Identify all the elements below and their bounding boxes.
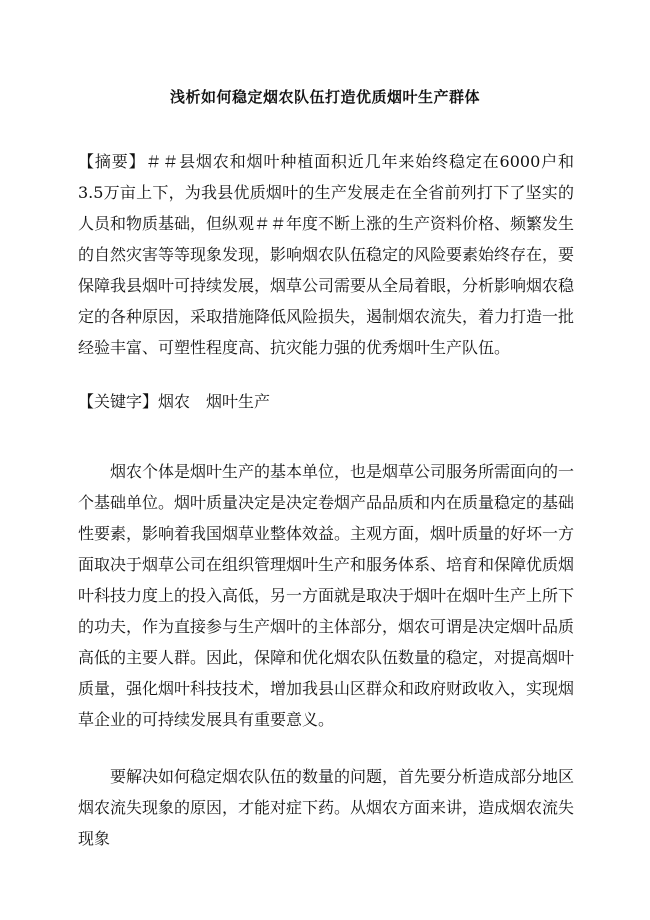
body-paragraph: 烟农个体是烟叶生产的基本单位，也是烟草公司服务所需面向的一个基础单位。烟叶质量决定是决定卷烟产品品质和内在质量稳定的基础性要素，影响着我国烟草业整体效益。主观方面，烟叶质量的好坏一方面取决于烟草公司在组织管理烟叶生产和服务体系、培育和保障优质烟叶科技力度上的投入高低，另一方面就是取决于烟叶在烟叶生产上所下的功夫，作为直接参与生产烟叶的主体部分，烟农可谓是决定烟叶品质高低的主要人群。因此，保障和优化烟农队伍数量的稳定，对提高烟叶质量，强化烟叶科技技术，增加我县山区群众和政府财政收入，实现烟草企业的可持续发展具有重要意义。 xyxy=(78,462,575,729)
keyword-item: 烟农 xyxy=(158,392,191,411)
abstract-section xyxy=(78,146,574,363)
abstract-label: 【摘要】 xyxy=(78,152,146,171)
keywords-section xyxy=(78,386,574,417)
keyword-item: 烟叶生产 xyxy=(206,392,271,411)
body-paragraph: 要解决如何稳定烟农队伍的数量的问题，首先要分析造成部分地区烟农流失现象的原因，才能对症下药。从烟农方面来讲，造成烟农流失现象 xyxy=(78,767,575,848)
abstract-text: ＃＃县烟农和烟叶种植面积近几年来始终稳定在6000户和3.5万亩上下，为我县优质烟叶的生产发展走在全省前列打下了坚实的人员和物质基础，但纵观＃＃年度不断上涨的生产资料价格、频繁发生的自然灾害等等现象发现，影响烟农队伍稳定的风险要素始终存在，要保障我县烟叶可持续发展，烟草公司需要从全局着眼，分析影响烟农稳定的各种原因，采取措施降低风险损失，遏制烟农流失，着力打造一批经验丰富、可塑性程度高、抗灾能力强的优秀烟叶生产队伍。 xyxy=(78,152,575,357)
keywords-label: 【关键字】 xyxy=(78,392,159,411)
document-title: 浅析如何稳定烟农队伍打造优质烟叶生产群体 xyxy=(169,88,480,106)
